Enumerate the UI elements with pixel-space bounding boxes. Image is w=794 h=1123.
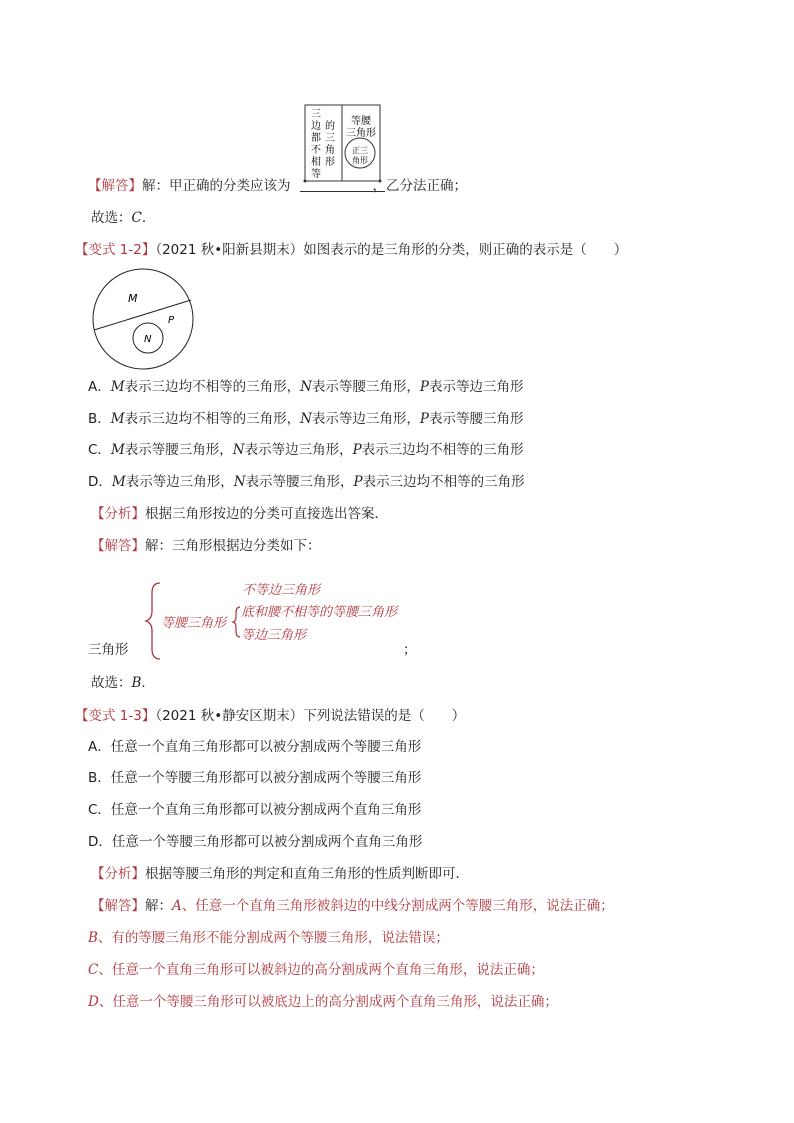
label-p: P xyxy=(168,315,175,326)
q13-option-b: B．任意一个等腰三角形都可以被分割成两个等腰三角形 xyxy=(88,770,422,786)
fig1-left-char: 边 xyxy=(311,121,321,132)
analysis-text: 根据三角形按边的分类可直接选出答案． xyxy=(145,506,388,522)
fig1-right-text-2: 三角形 xyxy=(346,128,376,139)
choose-line-2 xyxy=(91,673,146,693)
question-1-2-text: （2021 秋•阳新县期末）如图表示的是三角形的分类，则正确的表示是（ ） xyxy=(155,242,628,258)
q12-option-a xyxy=(88,377,523,397)
answer-tag: 【解答】 xyxy=(88,178,142,194)
analysis-1-2 xyxy=(91,504,388,524)
choose-dot: . xyxy=(141,675,146,691)
answer-letter-d: D xyxy=(88,994,99,1010)
question-1-3-tag: 【变式 1-3】 xyxy=(75,708,156,724)
option-part-t1: 表示三边均不相等的三角形， xyxy=(124,411,301,427)
classification-box-figure xyxy=(300,103,384,183)
option-part-t2: 表示等腰三角形， xyxy=(245,474,354,490)
option-part-n: N xyxy=(300,411,312,427)
answer-letter-c: C xyxy=(88,962,99,978)
question-1-2-tag: 【变式 1-2】 xyxy=(75,242,156,258)
tree-equilateral: 等边三角形 xyxy=(241,628,307,643)
analysis-tag: 【分析】 xyxy=(91,866,145,882)
answer-text-post: ，乙分法正确； xyxy=(372,178,467,194)
option-part-t2: 表示等腰三角形， xyxy=(311,379,420,395)
option-part-m: M xyxy=(110,442,125,458)
option-part-t1: 表示等腰三角形， xyxy=(124,442,233,458)
tree-iso-nonequal: 底和腰不相等的等腰三角形 xyxy=(241,605,398,620)
option-part-m: M xyxy=(110,411,125,427)
option-part-n: N xyxy=(233,474,246,490)
answer-letter-a: A xyxy=(172,898,182,914)
question-1-2-header xyxy=(75,240,627,260)
fig1-right-text-1: 等腰 xyxy=(351,116,371,127)
tree-root: 三角形 xyxy=(88,642,129,658)
choose-line-1 xyxy=(91,208,146,228)
option-part-p: P xyxy=(353,474,363,490)
fig1-left-char: 等 xyxy=(311,169,321,180)
option-part-t3: 表示三边均不相等的三角形 xyxy=(362,474,525,490)
answer-tag: 【解答】 xyxy=(91,898,145,914)
answer-1-3-line-b xyxy=(88,928,449,948)
answer-1-2 xyxy=(91,536,321,556)
answer-text-d: 、任意一个等腰三角形可以被底边上的高分割成两个直角三角形，说法正确； xyxy=(98,994,558,1010)
answer-1-3-line-d xyxy=(88,992,558,1012)
option-part-n: N xyxy=(232,442,245,458)
answer-1-3-line-c xyxy=(88,960,544,980)
option-part-letter: B． xyxy=(88,411,111,427)
label-m: M xyxy=(128,292,138,305)
tree-end: ； xyxy=(403,642,417,658)
answer-text: 解：三角形根据边分类如下： xyxy=(145,538,321,554)
q12-option-d xyxy=(88,472,525,492)
q12-option-b xyxy=(88,409,524,429)
circle-classification-figure xyxy=(88,268,198,370)
q13-option-c: C．任意一个直角三角形都可以被分割成两个直角三角形 xyxy=(88,802,422,818)
fig1-circle-text-2: 角形 xyxy=(352,156,368,165)
answer-line-1 xyxy=(88,176,467,196)
question-1-3-text: （2021 秋•静安区期末）下列说法错误的是（ ） xyxy=(155,708,466,724)
classification-tree xyxy=(88,575,428,660)
option-part-t1: 表示等边三角形， xyxy=(125,474,234,490)
option-part-t3: 表示三边均不相等的三角形 xyxy=(361,442,524,458)
analysis-tag: 【分析】 xyxy=(91,506,145,522)
option-part-letter: C． xyxy=(88,442,111,458)
fig1-left-char: 形 xyxy=(325,157,335,168)
answer-letter-b: B xyxy=(88,930,98,946)
option-part-p: P xyxy=(352,442,362,458)
option-part-t2: 表示等边三角形， xyxy=(311,411,420,427)
choose-pre: 故选： xyxy=(91,210,132,226)
q12-option-c xyxy=(88,440,524,460)
choose-pre: 故选： xyxy=(91,675,132,691)
option-part-p: P xyxy=(419,379,429,395)
analysis-1-3 xyxy=(91,864,469,884)
option-part-m: M xyxy=(110,379,125,395)
fig1-left-char: 的 xyxy=(325,121,335,132)
q13-option-d: D．任意一个等腰三角形都可以被分割成两个直角三角形 xyxy=(88,834,423,850)
fig1-left-char: 三 xyxy=(311,109,321,120)
answer-pre: 解： xyxy=(145,898,172,914)
option-part-t3: 表示等腰三角形 xyxy=(429,411,524,427)
option-part-n: N xyxy=(300,379,312,395)
fig1-left-char: 相 xyxy=(311,157,321,168)
answer-1-3-line-a xyxy=(91,896,614,916)
option-part-p: P xyxy=(419,411,429,427)
fig1-left-char: 都 xyxy=(311,133,321,144)
option-part-letter: D． xyxy=(88,474,112,490)
q13-option-a: A．任意一个直角三角形都可以被分割成两个等腰三角形 xyxy=(88,739,422,755)
option-part-t1: 表示三边均不相等的三角形， xyxy=(124,379,301,395)
option-part-t2: 表示等边三角形， xyxy=(244,442,353,458)
analysis-text: 根据等腰三角形的判定和直角三角形的性质判断即可． xyxy=(145,866,469,882)
question-1-3-header xyxy=(75,706,465,726)
option-part-letter: A． xyxy=(88,379,111,395)
tree-scalene: 不等边三角形 xyxy=(242,583,321,598)
answer-text-pre: 解：甲正确的分类应该为 xyxy=(142,178,291,194)
answer-text-a: 、任意一个直角三角形被斜边的中线分割成两个等腰三角形，说法正确； xyxy=(181,898,614,914)
fig1-circle-text-1: 正三 xyxy=(352,146,368,155)
option-part-m: M xyxy=(111,474,126,490)
fig1-left-char: 三 xyxy=(325,133,335,144)
label-n: N xyxy=(144,334,152,345)
choose-letter: B xyxy=(131,675,142,691)
fig1-left-char: 角 xyxy=(325,145,335,156)
fig1-left-char: 不 xyxy=(311,145,321,156)
answer-text-b: 、有的等腰三角形不能分割成两个等腰三角形，说法错误； xyxy=(97,930,449,946)
answer-text-c: 、任意一个直角三角形可以被斜边的高分割成两个直角三角形，说法正确； xyxy=(98,962,544,978)
choose-letter: C xyxy=(131,210,142,226)
choose-dot: . xyxy=(141,210,147,226)
answer-tag: 【解答】 xyxy=(91,538,145,554)
tree-isosceles: 等腰三角形 xyxy=(161,616,227,631)
option-part-t3: 表示等边三角形 xyxy=(428,379,524,395)
